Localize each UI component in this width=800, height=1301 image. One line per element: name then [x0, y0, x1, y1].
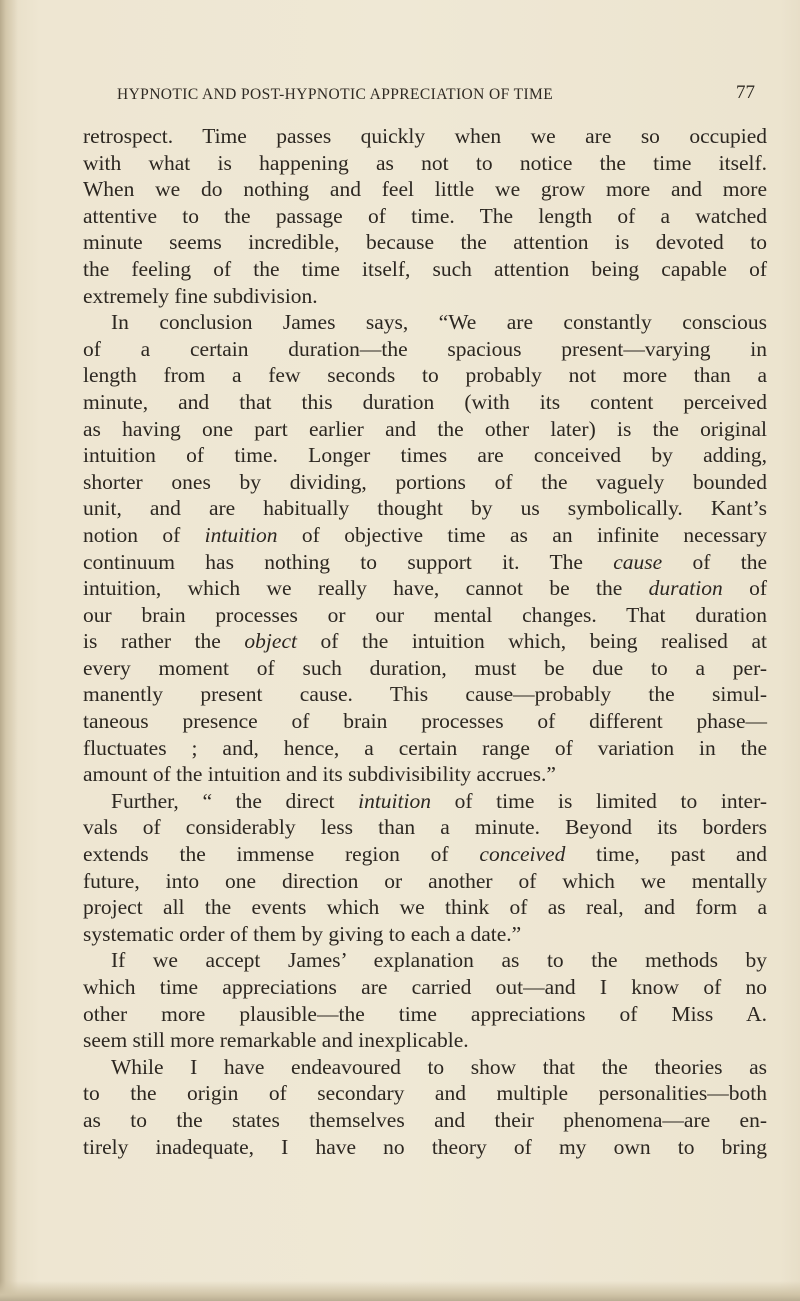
text-line	[83, 176, 767, 203]
text-run: Further, “ the direct	[111, 788, 359, 813]
text-run: length from a few seconds to probably not more than a	[83, 363, 767, 388]
text-line	[83, 416, 767, 443]
text-line	[83, 575, 767, 602]
text-run: is rather the	[83, 629, 245, 654]
text-line	[83, 229, 767, 256]
text-line	[83, 150, 767, 177]
text-run: extremely fine subdivision.	[83, 283, 318, 308]
text-run: other more plausible—the time appreciations of Miss A.	[83, 1001, 767, 1026]
text-run: attentive to the passage of time. The length of a watched	[83, 203, 767, 228]
text-line	[83, 788, 767, 815]
running-head: HYPNOTIC AND POST-HYPNOTIC APPRECIATION OF TIME	[117, 86, 554, 103]
text-run: as to the states themselves and their phenomena—are en-	[83, 1107, 767, 1132]
text-run: While I have endeavoured to show that the theories as	[111, 1054, 767, 1079]
text-run: amount of the intuition and its subdivisibility accrues.”	[83, 762, 556, 787]
text-run: unit, and are habitually thought by us symbolically. Kant’s	[83, 496, 767, 521]
text-run: of the intuition which, being realised at	[296, 629, 767, 654]
text-line	[83, 336, 767, 363]
text-run: minute seems incredible, because the attention is devoted to	[83, 230, 767, 255]
text-run: In conclusion James says, “We are constantly conscious	[111, 310, 767, 335]
text-line	[83, 1107, 767, 1134]
text-run: of time is limited to inter-	[430, 788, 767, 813]
text-line	[83, 522, 767, 549]
text-run: When we do nothing and feel little we grow more and more	[83, 177, 767, 202]
text-run: tirely inadequate, I have no theory of my own to bring	[83, 1134, 767, 1159]
text-line	[83, 549, 767, 576]
text-run: systematic order of them by giving to each a date.”	[83, 921, 522, 946]
body-text	[83, 123, 767, 1160]
text-run: our brain processes or our mental changes. That duration	[83, 602, 767, 627]
text-line	[83, 974, 767, 1001]
spine-shadow	[0, 0, 18, 1301]
text-line	[83, 469, 767, 496]
text-run: intuition, which we really have, cannot be the	[83, 576, 649, 601]
text-line	[83, 203, 767, 230]
text-line	[83, 442, 767, 469]
text-line	[83, 708, 767, 735]
text-line	[83, 655, 767, 682]
page-bottom-edge	[0, 1281, 800, 1301]
text-line	[83, 761, 767, 788]
text-line	[83, 947, 767, 974]
italic-text: intuition	[204, 522, 278, 547]
text-run: of a certain duration—the spacious present—varying in	[83, 336, 767, 361]
text-line	[83, 681, 767, 708]
text-run: taneous presence of brain processes of different phase—	[83, 709, 767, 734]
text-run: time, past and	[565, 842, 768, 867]
text-line	[83, 256, 767, 283]
text-run: project all the events which we think of as real, and form a	[83, 895, 767, 920]
text-run: intuition of time. Longer times are conceived by adding,	[83, 443, 767, 468]
text-run: which time appreciations are carried out—and I know of no	[83, 975, 767, 999]
text-line	[83, 362, 767, 389]
italic-text: object	[244, 629, 297, 654]
page-number: 77	[736, 82, 755, 103]
text-line	[83, 1001, 767, 1028]
text-line	[83, 389, 767, 416]
text-run: future, into one direction or another of which we mentally	[83, 868, 767, 893]
text-run: of	[722, 576, 767, 601]
text-line	[83, 814, 767, 841]
text-line	[83, 628, 767, 655]
text-run: every moment of such duration, must be due to a per-	[83, 655, 767, 680]
text-line	[83, 123, 767, 150]
text-run: the feeling of the time itself, such attention being capable of	[83, 256, 767, 281]
text-line	[83, 283, 767, 310]
italic-text: conceived	[479, 842, 566, 867]
text-run: minute, and that this duration (with its content perceived	[83, 389, 767, 414]
text-line	[83, 602, 767, 629]
text-run: If we accept James’ explanation as to the methods by	[111, 948, 767, 973]
text-line	[83, 868, 767, 895]
italic-text: duration	[648, 576, 723, 601]
text-line	[83, 495, 767, 522]
text-line	[83, 841, 767, 868]
text-line	[83, 894, 767, 921]
text-run: fluctuates ; and, hence, a certain range of variation in the	[83, 735, 767, 760]
text-run: with what is happening as not to notice the time itself.	[83, 150, 767, 175]
text-run: of objective time as an infinite necessary	[277, 522, 767, 547]
text-run: extends the immense region of	[83, 842, 480, 867]
text-line	[83, 1027, 767, 1054]
text-run: manently present cause. This cause—probably the simul-	[83, 682, 767, 707]
text-run: as having one part earlier and the other later) is the original	[83, 416, 767, 441]
text-line	[83, 1134, 767, 1161]
italic-text: cause	[613, 549, 663, 574]
text-run: seem still more remarkable and inexplicable.	[83, 1028, 469, 1053]
text-line	[83, 1054, 767, 1081]
text-run: notion of	[83, 522, 205, 547]
text-line	[83, 735, 767, 762]
italic-text: intuition	[358, 788, 431, 813]
text-run: vals of considerably less than a minute. Beyond its borders	[83, 815, 767, 840]
text-run: shorter ones by dividing, portions of the vaguely bounded	[83, 469, 767, 494]
text-run: to the origin of secondary and multiple personalities—both	[83, 1081, 767, 1106]
text-run: continuum has nothing to support it. The	[83, 549, 614, 574]
text-run: retrospect. Time passes quickly when we are so occupied	[83, 124, 767, 148]
text-line	[83, 309, 767, 336]
text-line	[83, 1080, 767, 1107]
text-run: of the	[662, 549, 767, 574]
text-line	[83, 921, 767, 948]
